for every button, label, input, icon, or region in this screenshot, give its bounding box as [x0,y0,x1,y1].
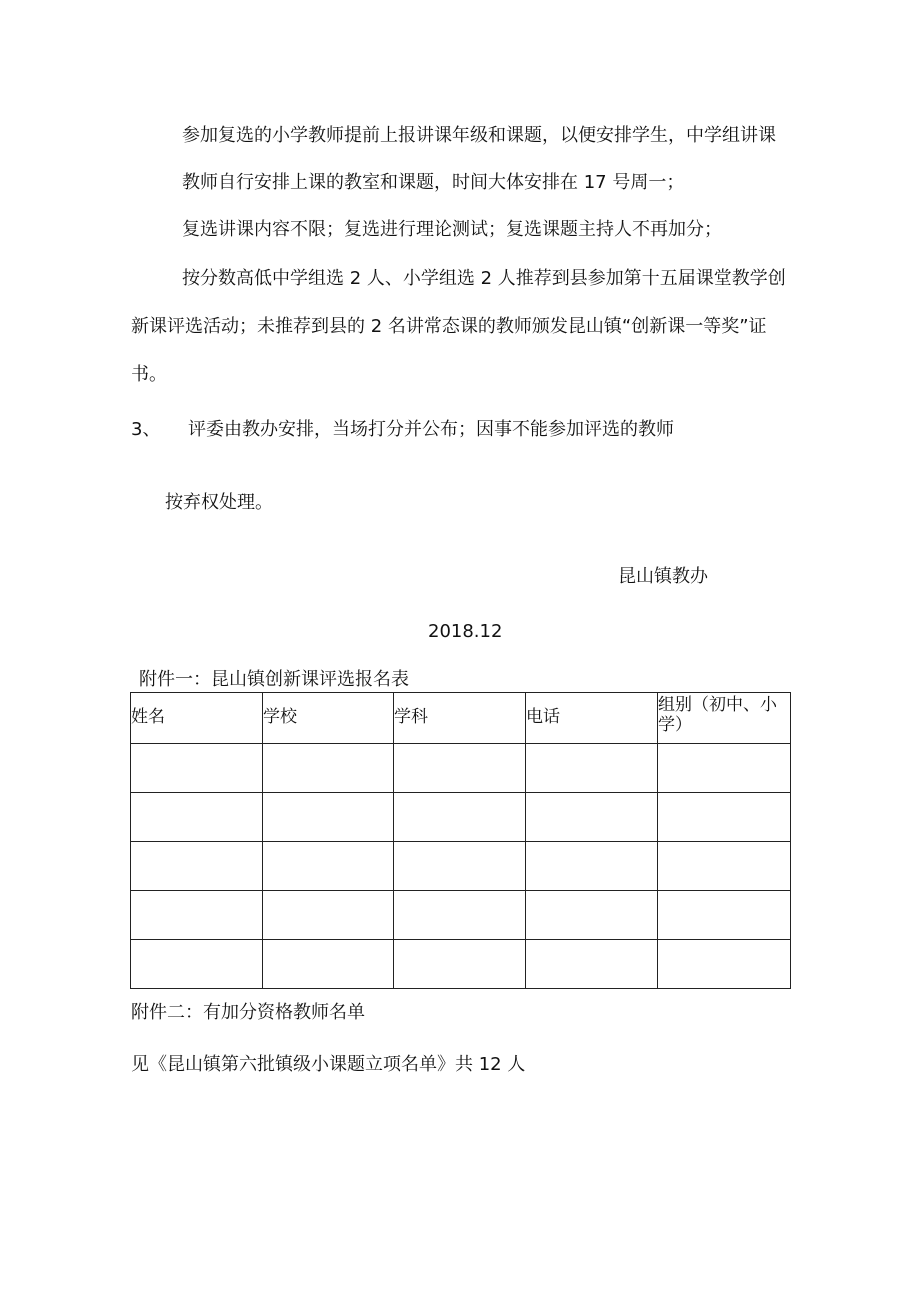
paragraph-line: 书。 [131,364,167,385]
table-cell[interactable] [131,842,263,891]
table-cell[interactable] [131,891,263,940]
table-row [131,891,791,940]
registration-form-table [130,692,791,989]
header-school: 学校 [263,693,394,744]
header-name: 姓名 [131,693,263,744]
table-cell[interactable] [658,842,791,891]
table-row [131,793,791,842]
table-cell[interactable] [394,744,526,793]
header-subject: 学科 [394,693,526,744]
paragraph-line: 教师自行安排上课的教室和课题，时间大体安排在 17 号周一； [182,172,685,193]
list-item-continuation: 按弃权处理。 [165,492,273,513]
paragraph-line: 按分数高低中学组选 2 人、小学组选 2 人推荐到县参加第十五届课堂教学创 [182,268,786,289]
table-cell[interactable] [131,793,263,842]
table-cell[interactable] [394,891,526,940]
table-cell[interactable] [526,842,658,891]
table-cell[interactable] [526,940,658,989]
attachment2-title: 附件二：有加分资格教师名单 [131,1002,365,1023]
header-phone: 电话 [526,693,658,744]
table-cell[interactable] [658,744,791,793]
table-row [131,842,791,891]
paragraph-line: 复选讲课内容不限；复选进行理论测试；复选课题主持人不再加分； [182,219,722,240]
table-cell[interactable] [394,940,526,989]
table-cell[interactable] [394,842,526,891]
table-cell[interactable] [131,940,263,989]
table-cell[interactable] [131,744,263,793]
table-cell[interactable] [658,793,791,842]
table-cell[interactable] [658,940,791,989]
table-cell[interactable] [263,940,394,989]
table-row [131,744,791,793]
table-header-row [131,693,791,744]
table-cell[interactable] [394,793,526,842]
header-group: 组别（初中、小学） [658,693,791,744]
table-cell[interactable] [263,793,394,842]
table-cell[interactable] [526,744,658,793]
table-cell[interactable] [263,842,394,891]
table-row [131,940,791,989]
table-cell[interactable] [526,891,658,940]
signature-date: 2018.12 [428,621,503,642]
paragraph-line: 参加复选的小学教师提前上报讲课年级和课题，以便安排学生，中学组讲课 [182,125,776,146]
table-cell[interactable] [526,793,658,842]
table-cell[interactable] [263,744,394,793]
list-item-number: 3、 [131,419,161,440]
table-cell[interactable] [658,891,791,940]
signature-organization: 昆山镇教办 [618,566,708,587]
attachment1-title: 附件一：昆山镇创新课评选报名表 [139,669,409,690]
paragraph-line: 新课评选活动；未推荐到县的 2 名讲常态课的教师颁发昆山镇“创新课一等奖”证 [131,316,767,337]
list-item-text: 评委由教办安排，当场打分并公布；因事不能参加评选的教师 [188,419,674,440]
table-cell[interactable] [263,891,394,940]
attachment2-text: 见《昆山镇第六批镇级小课题立项名单》共 12 人 [131,1054,526,1075]
